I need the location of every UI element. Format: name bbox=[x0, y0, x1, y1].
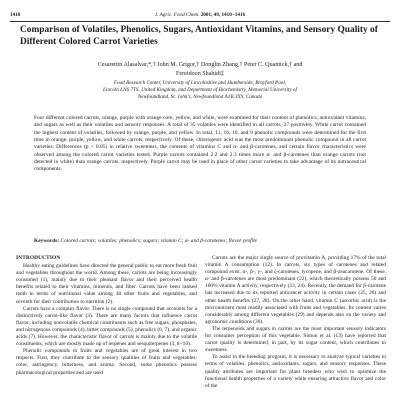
body-paragraph: Carrots are the major single source of provitamin A, providing 17% of the total vitamin A consumption (12). In carrots, six types of carotenes and related compound exist, α-, β-, γ-, and ζ-carotenes, lycopene, and β-zeacarotene. Of these, α- and β-carotenes are most predominant (22), which theoretically possess 50 and 100% vitamin A activity, respectively (23, 24). Recently, the demand for β-carotene has increased due to its reported anticancer activity in certain cases (25, 26) and other health benefits (27, 28). On the other hand, vitamin C (ascorbic acid) is the micronutrient most readily associated with fruits and vegetables. Its content varies considerably among different vegetables (29) and depends also on the variety and agronomic conditions (30). bbox=[205, 255, 386, 325]
author-line: Cesarettin Alasalvar,*,† John M. Grigor,† Donglin Zhang,† Peter C. Quantick,† and bbox=[97, 62, 303, 68]
author-list bbox=[10, 61, 390, 78]
keywords bbox=[34, 238, 366, 245]
article-title: Comparison of Volatiles, Phenolics, Sugars, Antioxidant Vitamins, and Sensory Quality of Different Colored Carrot Varieties bbox=[20, 25, 378, 48]
keywords-label: Keywords: bbox=[34, 238, 60, 244]
body-paragraph: To assist in the breeding program, it is necessary to analyze typical varieties in terms of volatiles, phenolics, antioxidants, sugars, and sensory responses. These quality attributes are important for plant breeders who wish to optimize the functional health properties of a variety while ensuring attractive flavor and color of the bbox=[205, 354, 386, 389]
affiliation bbox=[40, 80, 360, 102]
affiliation-line: Lincoln LN6 7TS, United Kingdom, and Department of Biochemistry, Memorial University of bbox=[103, 87, 297, 94]
page-number: 1410 bbox=[10, 12, 21, 18]
running-header bbox=[10, 11, 390, 19]
left-column bbox=[16, 255, 197, 377]
affiliation-line: Newfoundland, St. John's, Newfoundland A1B 3X9, Canada bbox=[137, 94, 263, 101]
body-paragraph: Healthy eating guidelines have directed the general public to eat more fresh fruit and vegetables throughout the world. Among these, carrots are being increasingly consumed (1), mainly due to their pleasant flavor and their perceived health benefits related to their vitamins, minerals, and fiber. Carrots have been ranked tenth in terms of nutritional value among 38 other fruits and vegetables, and seventh for their contribution to nutrition (2). bbox=[16, 263, 197, 305]
section-heading-introduction: INTRODUCTION bbox=[16, 255, 61, 261]
body-paragraph: Phenolic compounds in fruits and vegetables are of great interest in two respects. First, they contribute to the sensory qualities of fruits and vegetables: color, astringency, bitterness, and aroma. Second, some phenolics possess pharmacological properties and are used bbox=[16, 348, 197, 376]
right-column bbox=[205, 255, 386, 390]
body-paragraph: Carrots have a complex flavor. There is no single compound that accounts for a distinctively carrot-like flavor (3). There are many factors that influence carrot flavor, including nonvolatile chemical constituents such as free sugars, phosphates, and nitrogenous compounds (4), bitter compounds (5), phenolics (6, 7), and organic acids (7). However, the characteristic flavor of carrots is mainly due to the volatile constituents, which are mostly made up of terpenes and sesquiterpenes (3, 8−10). bbox=[16, 305, 197, 348]
author-line: Fereidoon Shahidi‡ bbox=[176, 70, 224, 77]
journal-reference bbox=[10, 11, 390, 19]
journal-citation: 2001, 49, 1410−1416 bbox=[200, 12, 246, 18]
journal-name: J. Agric. Food Chem. bbox=[154, 12, 200, 18]
abstract: Four different colored carrots, orange, purple with orange core, yellow, and white, were examined for their content of phenolics, antioxidant vitamins, and sugars as well as their volatiles and sensory responses. A total of 35 volatiles were identified in all carrots, 27 positively. White carrot contained the highest content of volatiles, followed by orange, purple, and yellow. In total, 11, 16, 10, and 9 phenolic compounds were determined for the first time in orange, purple, yellow, and white carrots, respectively. Of these, chlorogenic acid was the most predominant phenolic compound in all carrot varieties. Differences (p < 0.05) in relative sweetness, the contents of vitamins C and α- and β-carotenes, and certain flavor characteristics were observed among the colored carrot varieties tested. Purple carrots contained 2.2 and 2.3 times more α- and β-carotenes than orange carrots (not detected in white) than orange carrots, respectively. Purple carrot may be used in place of other carrot varieties to take advantage of its nutraceutical components. bbox=[34, 115, 366, 173]
body-paragraph: The terpenoids and sugars in carrots are the most important sensory indicators for consumer perception of this vegetable. Simon et al. (13) have reported that carrot quality is determined, in part, by its sugar content, which contributes to sweetness. bbox=[205, 325, 386, 354]
keywords-text: Colored carrots; volatiles; phenolics; sugars; vitamin C; α- and β-carotenes; flavor profile bbox=[60, 238, 258, 244]
header-rule bbox=[10, 21, 390, 22]
affiliation-line: Food Research Center, University of Lincolnshire and Humberside, Brayford Pool, bbox=[113, 80, 287, 86]
